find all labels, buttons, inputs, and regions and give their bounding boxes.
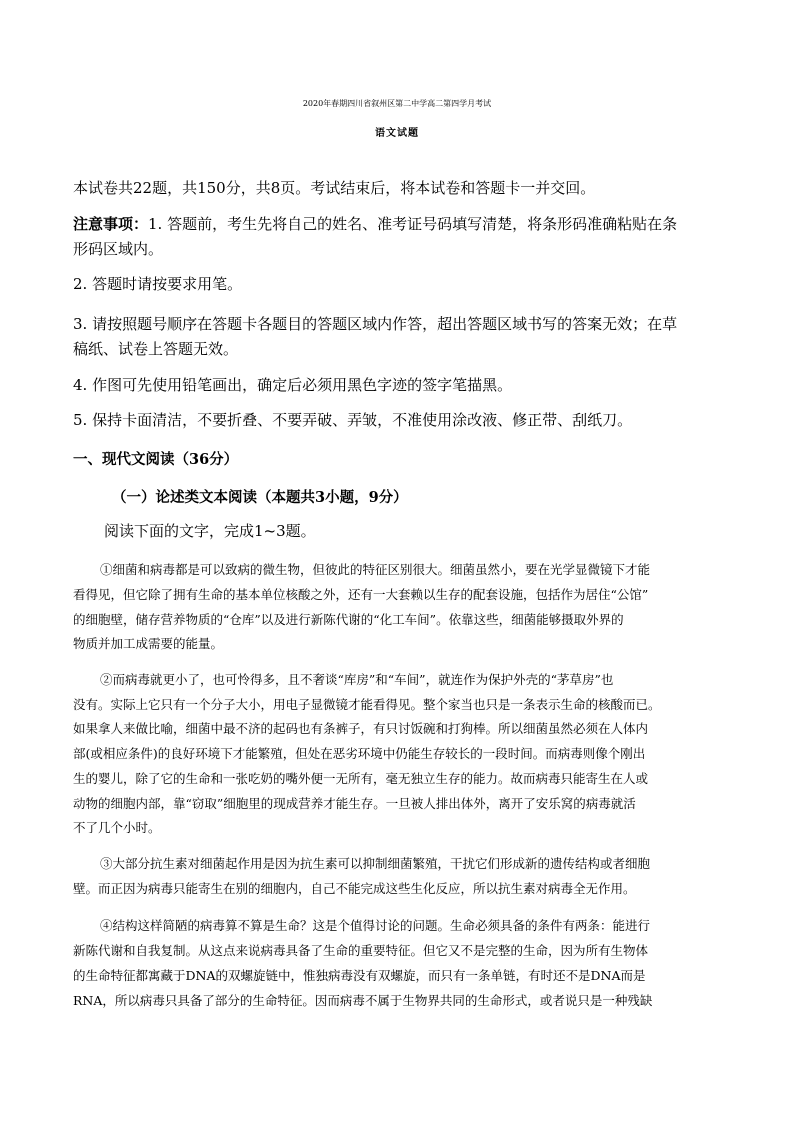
passage-line: ②而病毒就更小了，也可怜得多，且不奢谈“库房”和“车间”，就连作为保护外壳的“茅草房”也 <box>100 672 614 687</box>
passage-line: 的生命特征都寓藏于DNA的双螺旋链中，惟独病毒没有双螺旋，而只有一条单链，有时还不是DNA而是 <box>73 968 646 983</box>
passage-line: 生的婴儿，除了它的生命和一张吃奶的嘴外便一无所有，毫无独立生存的能力。故而病毒只能寄生在人或 <box>73 771 649 786</box>
note-1-line-1 <box>73 213 677 234</box>
note-1-text: 1. 答题前，考生先将自己的姓名、准考证号码填写清楚，将条形码准确粘贴在条 <box>148 215 678 233</box>
reading-instruction: 阅读下面的文字，完成1~3题。 <box>104 522 316 540</box>
exam-title: 语文试题 <box>375 128 419 139</box>
passage-line: 如果拿人来做比喻，细菌中最不济的起码也有条裤子，有只讨饭碗和打狗棒。所以细菌虽然必须在人体内 <box>73 721 649 736</box>
passage-line: 没有。实际上它只有一个分子大小，用电子显微镜才能看得见。整个家当也只是一条表示生命的核酸而已。 <box>73 697 661 712</box>
note-4: 4. 作图可先使用铅笔画出，确定后必须用黑色字迹的签字笔描黑。 <box>73 376 513 394</box>
passage-line: ④结构这样简陋的病毒算不算是生命？这是个值得讨论的问题。生命必须具备的条件有两条：能进行 <box>100 918 651 933</box>
passage-line: ①细菌和病毒都是可以致病的微生物，但彼此的特征区别很大。细菌虽然小，要在光学显微镜下才能 <box>100 562 651 577</box>
note-2: 2. 答题时请按要求用笔。 <box>73 275 243 293</box>
passage-line: 部(或相应条件)的良好环境下才能繁殖，但处在恶劣环境中仍能生存较长的一段时间。而病毒则像个刚出 <box>73 746 646 761</box>
section-heading: 一、现代文阅读（36分） <box>73 451 239 468</box>
notes-label: 注意事项： <box>73 215 149 233</box>
subsection-heading: （一）论述类文本阅读（本题共3小题，9分） <box>112 489 408 506</box>
passage-line: 不了几个小时。 <box>73 820 161 835</box>
passage-line: 物质并加工成需要的能量。 <box>73 636 224 651</box>
note-3-line-1: 3. 请按照题号顺序在答题卡各题目的答题区域内作答，超出答题区域书写的答案无效；在草 <box>73 315 678 333</box>
passage-line: 壁。而正因为病毒只能寄生在别的细胞内，自己不能完成这些生化反应，所以抗生素对病毒全无作用。 <box>73 881 636 896</box>
note-5: 5. 保持卡面清洁，不要折叠、不要弄破、弄皱，不准使用涂改液、修正带、刮纸刀。 <box>73 411 633 429</box>
passage-line: ③大部分抗生素对细菌起作用是因为抗生素可以抑制细菌繁殖，干扰它们形成新的遗传结构或者细胞 <box>100 856 651 871</box>
passage-line: RNA，所以病毒只具备了部分的生命特征。因而病毒不属于生物界共同的生命形式，或者说只是一种残缺 <box>73 993 653 1008</box>
exam-subtitle: 2020年春期四川省叙州区第二中学高二第四学月考试 <box>302 99 492 108</box>
passage-line: 的细胞壁，储存营养物质的“仓库”以及进行新陈代谢的“化工车间”。依靠这些，细菌能够摄取外界的 <box>73 612 624 627</box>
passage-line: 看得见，但它除了拥有生命的基本单位核酸之外，还有一大套赖以生存的配套设施，包括作为居住“公馆” <box>73 587 649 602</box>
exam-summary: 本试卷共22题，共150分，共8页。考试结束后，将本试卷和答题卡一并交回。 <box>73 179 596 197</box>
note-1-line-2: 形码区域内。 <box>73 240 164 258</box>
passage-line: 新陈代谢和自我复制。从这点来说病毒具备了生命的重要特征。但它又不是完整的生命，因为所有生物体 <box>73 943 649 958</box>
passage-line: 动物的细胞内部，靠“窃取”细胞里的现成营养才能生存。一旦被人排出体外，离开了安乐窝的病毒就活 <box>73 796 636 811</box>
note-3-line-2: 稿纸、试卷上答题无效。 <box>73 340 239 358</box>
